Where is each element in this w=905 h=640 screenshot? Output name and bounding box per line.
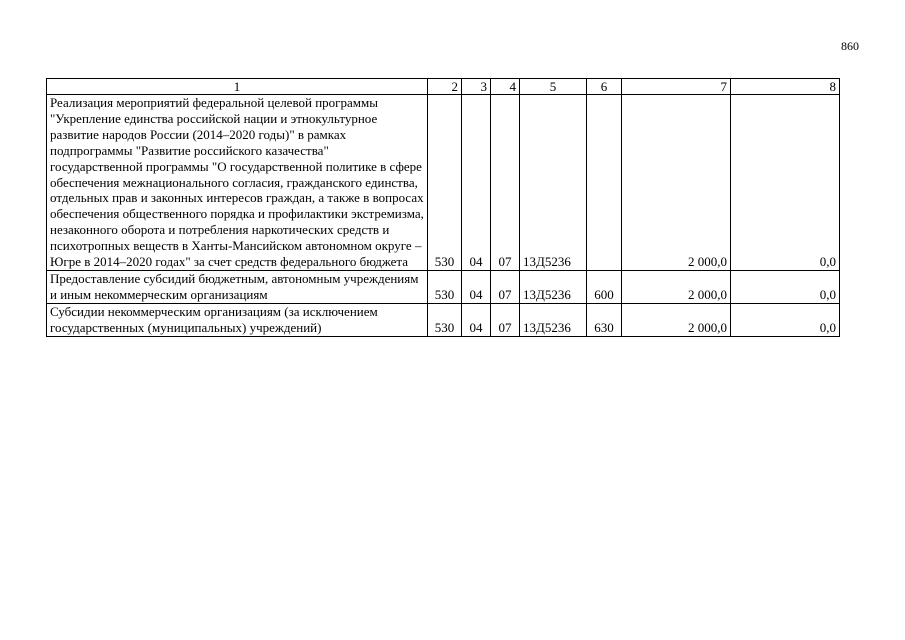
cell-col2: 530 (428, 270, 462, 303)
cell-col3: 04 (462, 270, 491, 303)
page-number: 860 (841, 39, 859, 53)
table-header-row (47, 79, 840, 95)
cell-col7: 2 000,0 (622, 95, 731, 271)
column-header-4: 4 (491, 79, 520, 95)
cell-col5: 13Д5236 (520, 95, 587, 271)
row-description: Предоставление субсидий бюджетным, автономным учреждениям и иным некоммерческим организациям (47, 270, 428, 303)
table-row (47, 270, 840, 303)
column-header-1: 1 (47, 79, 428, 95)
cell-col2: 530 (428, 95, 462, 271)
cell-col4: 07 (491, 95, 520, 271)
column-header-8: 8 (731, 79, 840, 95)
column-header-6: 6 (587, 79, 622, 95)
column-header-2: 2 (428, 79, 462, 95)
column-header-3: 3 (462, 79, 491, 95)
cell-col8: 0,0 (731, 95, 840, 271)
cell-col3: 04 (462, 303, 491, 336)
cell-col6 (587, 95, 622, 271)
cell-col3: 04 (462, 95, 491, 271)
column-header-5: 5 (520, 79, 587, 95)
cell-col4: 07 (491, 303, 520, 336)
cell-col6: 630 (587, 303, 622, 336)
cell-col8: 0,0 (731, 303, 840, 336)
cell-col5: 13Д5236 (520, 270, 587, 303)
table-row (47, 303, 840, 336)
cell-col4: 07 (491, 270, 520, 303)
row-description: Субсидии некоммерческим организациям (за исключением государственных (муниципальных) учреждений) (47, 303, 428, 336)
column-header-7: 7 (622, 79, 731, 95)
cell-col8: 0,0 (731, 270, 840, 303)
cell-col6: 600 (587, 270, 622, 303)
cell-col5: 13Д5236 (520, 303, 587, 336)
row-description: Реализация мероприятий федеральной целевой программы "Укрепление единства российской нации и этнокультурное развитие народов России (2014–2020 годы)" в рамках подпрограммы "Развитие российского казачества" государственной программы "О государственной политике в сфере обеспечения межнационального согласия, гражданского единства, отдельных прав и законных интересов граждан, а также в вопросах обеспечения общественного порядка и профилактики экстремизма, незаконного оборота и потребления наркотических средств и психотропных веществ в Ханты-Мансийском автономном округе – Югре в 2014–2020 годах" за счет средств федерального бюджета (47, 95, 428, 271)
table-row (47, 95, 840, 271)
cell-col7: 2 000,0 (622, 270, 731, 303)
budget-table (46, 78, 840, 337)
cell-col7: 2 000,0 (622, 303, 731, 336)
cell-col2: 530 (428, 303, 462, 336)
